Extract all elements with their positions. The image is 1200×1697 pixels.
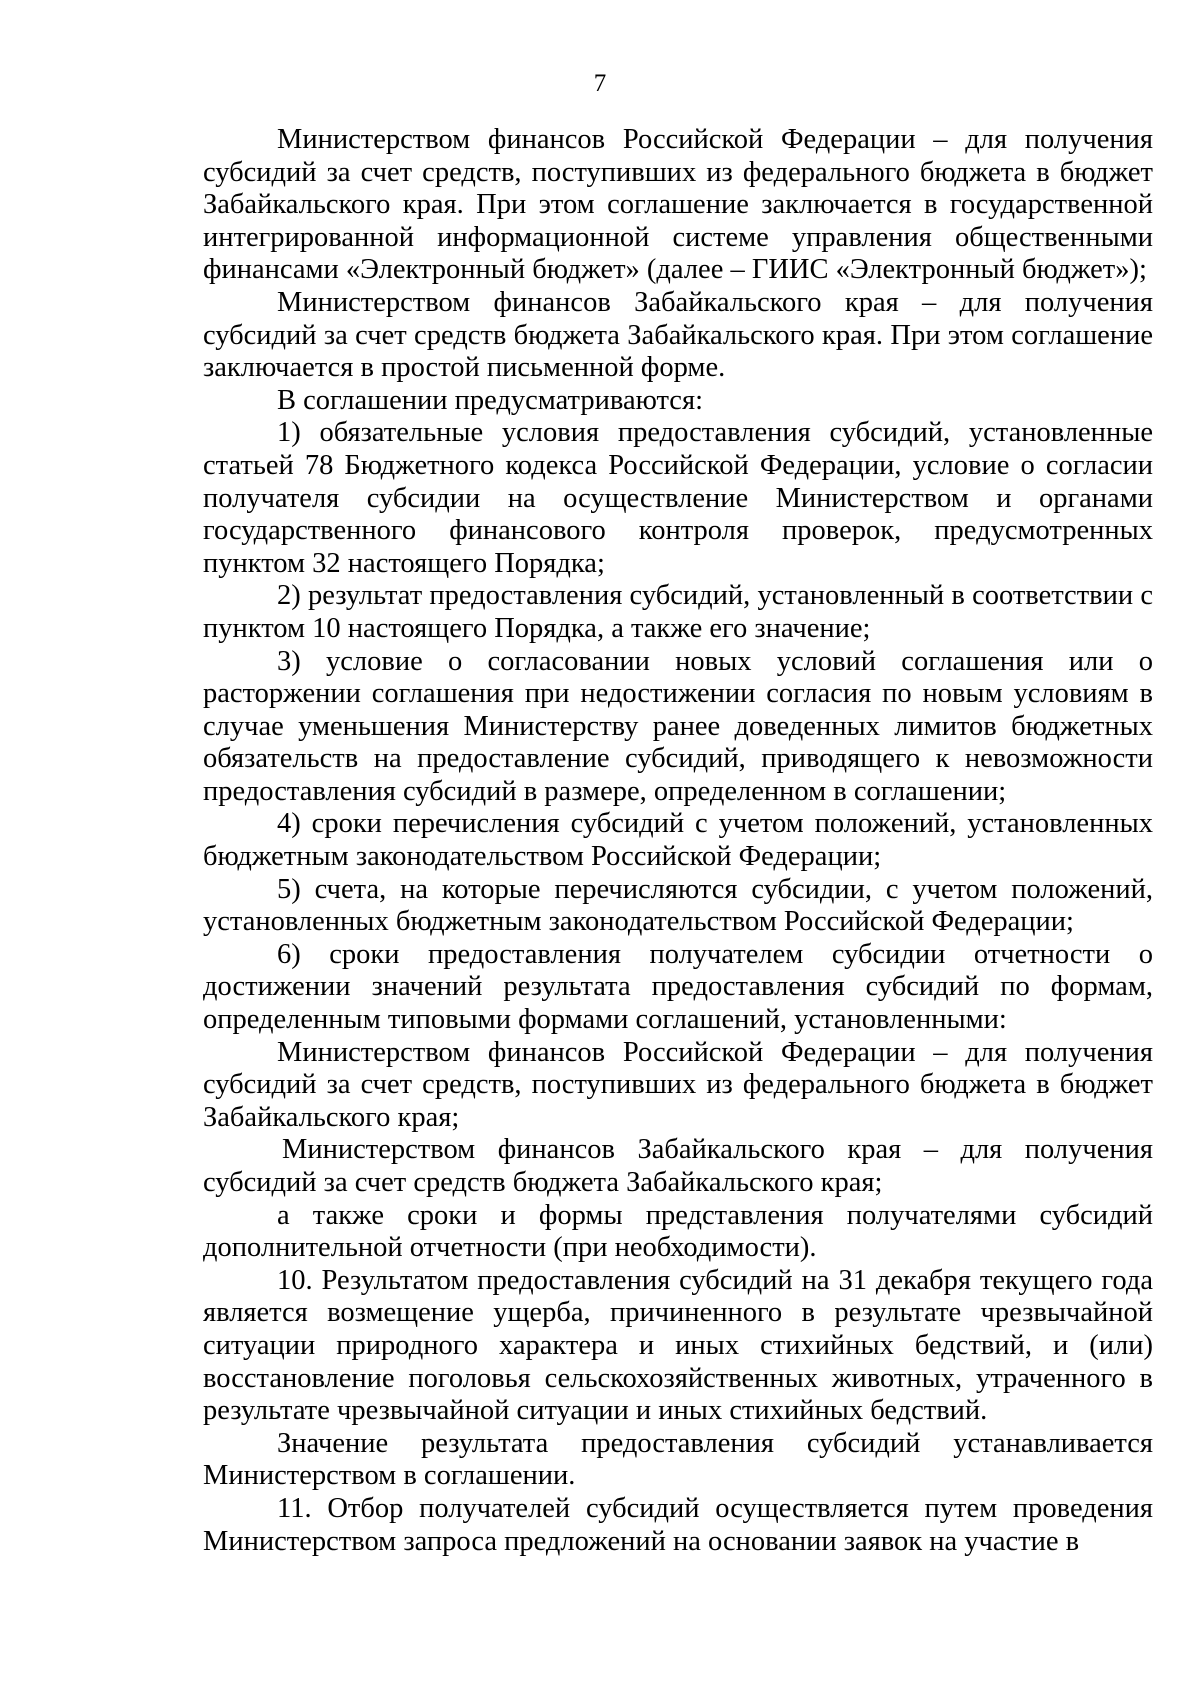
paragraph-agreement-provisions-intro: В соглашении предусматриваются: [277, 384, 703, 416]
paragraph-item-3: 3) условие о согласовании новых условий соглашения или о расторжении соглашения при недостижении согласия по новым условиям в случае уменьшения Министерству ранее доведенных лимитов бюджетных обязательств на предоставление субсидий, приводящего к невозможности предоставления субсидий в размере, определенном в соглашении; [203, 645, 1153, 807]
paragraph-item-5: 5) счета, на которые перечисляются субсидии, с учетом положений, установленных бюджетным законодательством Российской Федерации; [203, 873, 1153, 938]
paragraph-item-2: 2) результат предоставления субсидий, установленный в соответствии с пунктом 10 настоящего Порядка, а также его значение; [203, 580, 1153, 644]
paragraph-result-value: Значение результата предоставления субсидий устанавливается Министерством в соглашении. [203, 1427, 1153, 1492]
paragraph-section-11: 11. Отбор получателей субсидий осуществляется путем проведения Министерством запроса предложений на основании заявок на участие в [203, 1492, 1153, 1557]
paragraph-minfin-rf-agreement: Министерством финансов Российской Федерации – для получения субсидий за счет средств, поступивших из федерального бюджета в бюджет Забайкальского края. При этом соглашение заключается в государственной интегрированной информационной системе управления общественными финансами «Электронный бюджет» (далее – ГИИС «Электронный бюджет»); [203, 124, 1153, 286]
paragraph-minfin-zabaikalsky-agreement: Министерством финансов Забайкальского края – для получения субсидий за счет средств бюджета Забайкальского края. При этом соглашение заключается в простой письменной форме. [203, 286, 1153, 384]
paragraph-item-6: 6) сроки предоставления получателем субсидии отчетности о достижении значений результата предоставления субсидий по формам, определенным типовыми формами соглашений, установленными: [203, 938, 1153, 1036]
document-body [203, 124, 1153, 1558]
paragraph-item-1: 1) обязательные условия предоставления субсидий, установленные статьей 78 Бюджетного кодекса Российской Федерации, условие о согласии получателя субсидии на осуществление Министерством и органами государственного финансового контроля проверок, предусмотренных пунктом 32 настоящего Порядка; [203, 417, 1153, 579]
paragraph-additional-reporting: а также сроки и формы представления получателями субсидий дополнительной отчетности (при необходимости). [203, 1199, 1153, 1264]
page-number: 7 [593, 70, 607, 97]
paragraph-section-10: 10. Результатом предоставления субсидий на 31 декабря текущего года является возмещение ущерба, причиненного в результате чрезвычайной ситуации природного характера и иных стихийных бедствий, и (или) восстановление поголовья сельскохозяйственных животных, утраченного в результате чрезвычайной ситуации и иных стихийных бедствий. [203, 1264, 1153, 1427]
paragraph-minfin-rf-forms: Министерством финансов Российской Федерации – для получения субсидий за счет средств, поступивших из федерального бюджета в бюджет Забайкальского края; [203, 1036, 1153, 1133]
paragraph-item-4: 4) сроки перечисления субсидий с учетом положений, установленных бюджетным законодательством Российской Федерации; [203, 808, 1153, 873]
paragraph-minfin-zabaikalsky-forms: Министерством финансов Забайкальского края – для получения субсидий за счет средств бюджета Забайкальского края; [203, 1134, 1153, 1198]
